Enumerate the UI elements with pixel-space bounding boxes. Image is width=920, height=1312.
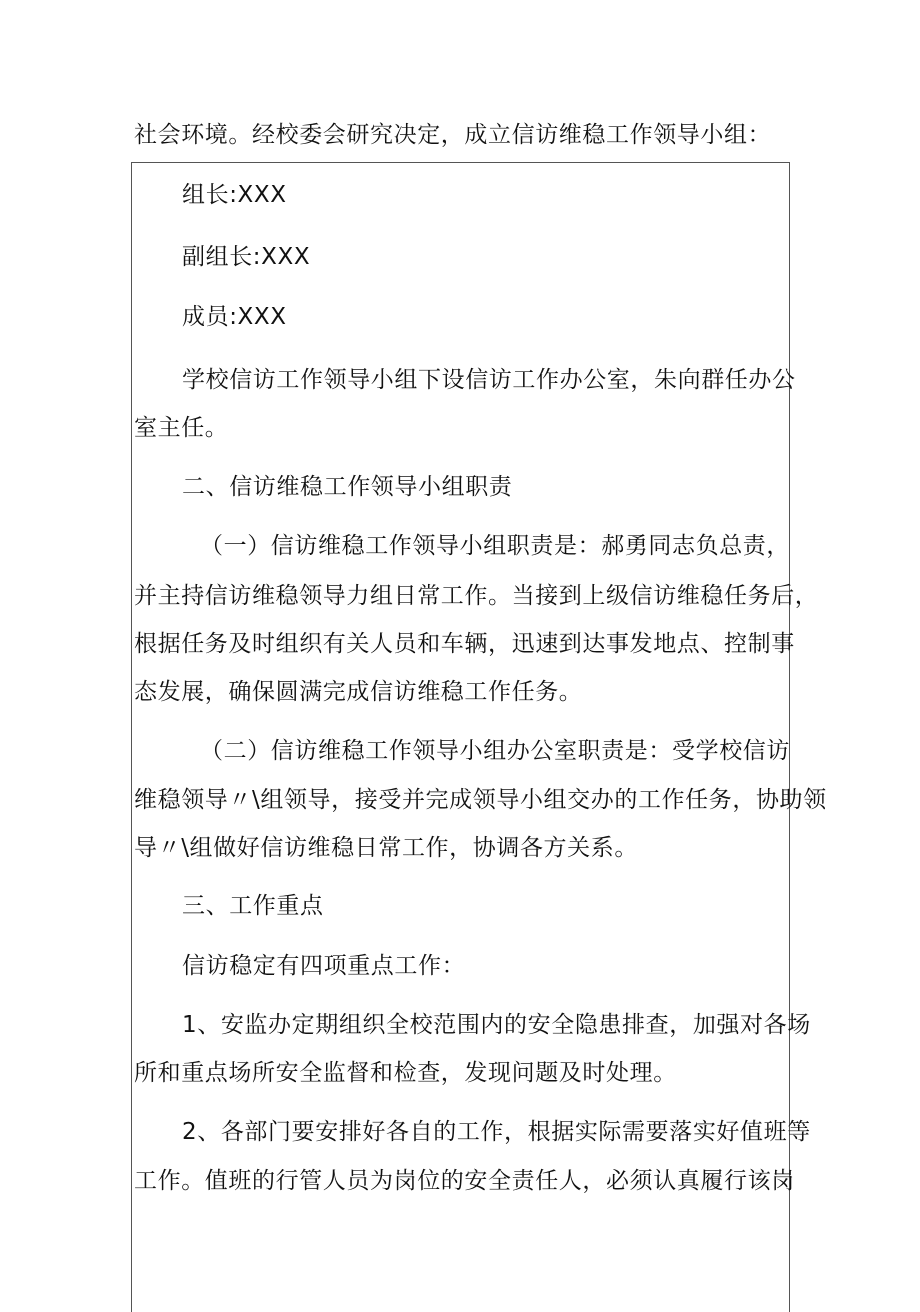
section-heading-duties: 二、信访维稳工作领导小组职责: [182, 474, 513, 500]
text-line-office-2: 室主任。: [134, 415, 229, 441]
text-line-key-work-intro: 信访稳定有四项重点工作：: [182, 953, 466, 979]
text-line-deputy-leader: 副组长:XXX: [182, 244, 311, 270]
text-line-item2-2: 工作。值班的行管人员为岗位的安全责任人，必须认真履行该岗: [134, 1168, 795, 1194]
text-line-group-leader: 组长:XXX: [182, 182, 287, 208]
text-line-intro: 社会环境。经校委会研究决定，成立信访维稳工作领导小组：: [134, 122, 772, 148]
text-line-duty1-4: 态发展，确保圆满完成信访维稳工作任务。: [134, 679, 583, 705]
text-line-duty1-1: （一）信访维稳工作领导小组职责是：郝勇同志负总责，: [200, 533, 790, 559]
text-line-duty1-2: 并主持信访维稳领导力组日常工作。当接到上级信访维稳任务后，: [134, 583, 819, 609]
text-line-members: 成员:XXX: [182, 304, 287, 330]
text-line-office-1: 学校信访工作领导小组下设信访工作办公室，朱向群任办公: [182, 367, 796, 393]
text-line-item2-1: 2、各部门要安排好各自的工作，根据实际需要落实好值班等: [182, 1119, 811, 1145]
text-line-duty2-3: 导〃\组做好信访维稳日常工作，协调各方关系。: [134, 835, 638, 861]
text-line-duty2-1: （二）信访维稳工作领导小组办公室职责是：受学校信访: [200, 738, 790, 764]
text-line-item1-1: 1、安监办定期组织全校范围内的安全隐患排查，加强对各场: [182, 1012, 811, 1038]
text-line-item1-2: 所和重点场所安全监督和检查，发现问题及时处理。: [134, 1060, 677, 1086]
section-heading-key-work: 三、工作重点: [182, 893, 324, 919]
text-line-duty1-3: 根据任务及时组织有关人员和车辆，迅速到达事发地点、控制事: [134, 631, 795, 657]
text-line-duty2-2: 维稳领导〃\组领导，接受并完成领导小组交办的工作任务，协助领: [134, 787, 827, 813]
